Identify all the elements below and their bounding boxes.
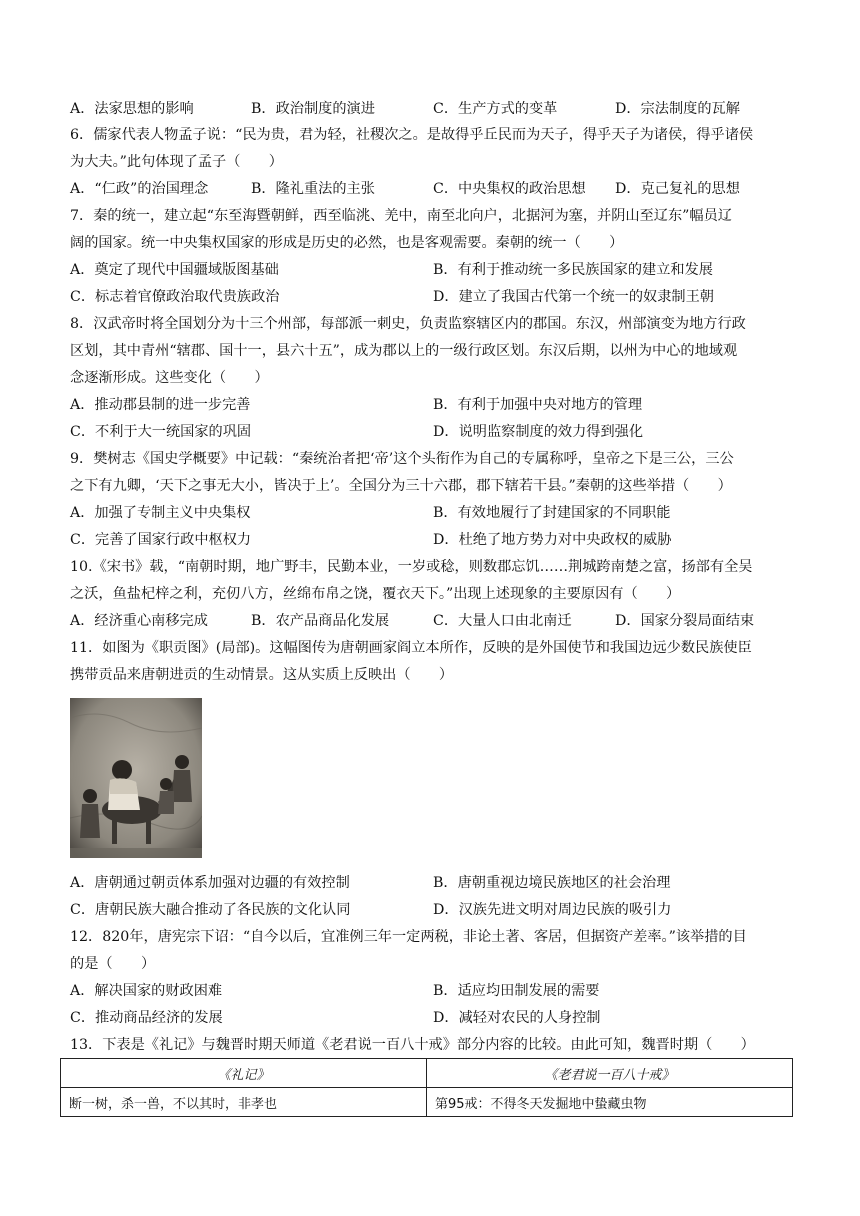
comparison-table (60, 1058, 793, 1117)
table-cell-liji: 断一树，杀一兽，不以其时，非孝也 (61, 1088, 427, 1117)
q9-stem-line-1: 9．樊树志《国史学概要》中记载：“秦统治者把‘帝’这个头衔作为自己的专属称呼，皇帝之下是三公，三公 (70, 451, 734, 467)
tribute-painting-image (70, 698, 202, 858)
q8-stem-line-1: 8．汉武帝时将全国划分为十三个州部，每部派一刺史，负责监察辖区内的郡国。东汉，州部演变为地方行政 (70, 316, 746, 332)
q6-stem-line-2: 为大夫。”此句体现了孟子（ ） (70, 154, 283, 170)
q9-option-b[interactable]: B．有效地履行了封建国家的不同职能 (433, 505, 671, 521)
q11-option-d[interactable]: D．汉族先进文明对周边民族的吸引力 (433, 902, 672, 918)
q11-option-c[interactable]: C．唐朝民族大融合推动了各民族的文化认同 (70, 902, 351, 918)
q12-option-c[interactable]: C．推动商品经济的发展 (70, 1010, 223, 1026)
q6-option-b[interactable]: B．隆礼重法的主张 (251, 181, 375, 197)
q7-option-d[interactable]: D．建立了我国古代第一个统一的奴隶制王朝 (433, 289, 714, 305)
q8-option-c[interactable]: C．不利于大一统国家的巩固 (70, 424, 252, 440)
q10-option-b[interactable]: B．农产品商品化发展 (251, 613, 390, 629)
q8-stem-line-3: 念逐渐形成。这些变化（ ） (70, 370, 269, 386)
q8-stem-line-2: 区划，其中青州“辖郡、国十一，县六十五”，成为郡以上的一级行政区划。东汉后期，以州为中心的地域观 (70, 343, 738, 359)
q8-option-a[interactable]: A．推动郡县制的进一步完善 (70, 397, 251, 413)
q7-option-a[interactable]: A．奠定了现代中国疆域版图基础 (70, 262, 279, 278)
q7-option-c[interactable]: C．标志着官僚政治取代贵族政治 (70, 289, 280, 305)
q5-option-c[interactable]: C．生产方式的变革 (433, 101, 558, 117)
painting-illustration (70, 698, 202, 858)
q13-stem-line-1: 13．下表是《礼记》与魏晋时期天师道《老君说一百八十戒》部分内容的比较。由此可知，魏晋时期（ ） (70, 1037, 755, 1053)
q8-option-d[interactable]: D．说明监察制度的效力得到强化 (433, 424, 644, 440)
table-row (61, 1088, 793, 1117)
table-header-row (61, 1059, 793, 1088)
q5-option-d[interactable]: D．宗法制度的瓦解 (615, 101, 740, 117)
table-cell-laojun: 第95戒：不得冬天发掘地中蛰藏虫物 (427, 1088, 793, 1117)
q12-option-d[interactable]: D．减轻对农民的人身控制 (433, 1010, 601, 1026)
q7-option-b[interactable]: B．有利于推动统一多民族国家的建立和发展 (433, 262, 713, 278)
q9-option-c[interactable]: C．完善了国家行政中枢权力 (70, 532, 252, 548)
q12-option-b[interactable]: B．适应均田制发展的需要 (433, 983, 600, 999)
q8-option-b[interactable]: B．有利于加强中央对地方的管理 (433, 397, 643, 413)
q9-option-a[interactable]: A．加强了专制主义中央集权 (70, 505, 251, 521)
q6-stem-line-1: 6．儒家代表人物孟子说：“民为贵，君为轻，社稷次之。是故得乎丘民而为天子，得乎天子为诸侯，得乎诸侯 (70, 127, 754, 143)
q10-stem-line-1: 10.《宋书》载，“南朝时期，地广野丰，民勤本业，一岁或稔，则数郡忘饥……荆城跨南楚之富，扬部有全吴 (70, 559, 753, 575)
q12-stem-line-1: 12．820年，唐宪宗下诏：“自今以后，宜准例三年一定两税，非论土著、客居，但据资产差率。”该举措的目 (70, 929, 747, 945)
q5-option-b[interactable]: B．政治制度的演进 (251, 101, 375, 117)
q7-stem-line-2: 阔的国家。统一中央集权国家的形成是历史的必然，也是客观需要。秦朝的统一（ ） (70, 235, 624, 251)
q7-stem-line-1: 7．秦的统一，建立起“东至海暨朝鲜，西至临洮、羌中，南至北向户，北据河为塞，并阴山至辽东”幅员辽 (70, 208, 732, 224)
table-header-liji: 《礼记》 (61, 1059, 427, 1088)
q11-option-b[interactable]: B．唐朝重视边境民族地区的社会治理 (433, 875, 671, 891)
q11-stem-line-1: 11．如图为《职贡图》(局部)。这幅图传为唐朝画家阎立本所作，反映的是外国使节和我国边远少数民族使臣 (70, 640, 752, 656)
table-header-laojun: 《老君说一百八十戒》 (427, 1059, 793, 1088)
q9-option-d[interactable]: D．杜绝了地方势力对中央政权的威胁 (433, 532, 672, 548)
q10-option-a[interactable]: A．经济重心南移完成 (70, 613, 208, 629)
q12-option-a[interactable]: A．解决国家的财政困难 (70, 983, 223, 999)
q6-option-d[interactable]: D．克己复礼的思想 (615, 181, 740, 197)
q10-option-c[interactable]: C．大量人口由北南迁 (433, 613, 572, 629)
q12-stem-line-2: 的是（ ） (70, 956, 156, 972)
q11-stem-line-2: 携带贡品来唐朝进贡的生动情景。这从实质上反映出（ ） (70, 667, 454, 683)
q10-option-d[interactable]: D．国家分裂局面结束 (615, 613, 755, 629)
q10-stem-line-2: 之沃，鱼盐杞梓之利，充仞八方，丝绵布帛之饶，覆衣天下。”出现上述现象的主要原因有（ ） (70, 586, 681, 602)
q11-option-a[interactable]: A．唐朝通过朝贡体系加强对边疆的有效控制 (70, 875, 350, 891)
q6-option-a[interactable]: A．“仁政”的治国理念 (70, 181, 209, 197)
q6-option-c[interactable]: C．中央集权的政治思想 (433, 181, 586, 197)
q9-stem-line-2: 之下有九卿，‘天下之事无大小，皆决于上’。全国分为三十六郡，郡下辖若干县。”秦朝的这些举措（ ） (70, 478, 732, 494)
q5-option-a[interactable]: A．法家思想的影响 (70, 101, 194, 117)
